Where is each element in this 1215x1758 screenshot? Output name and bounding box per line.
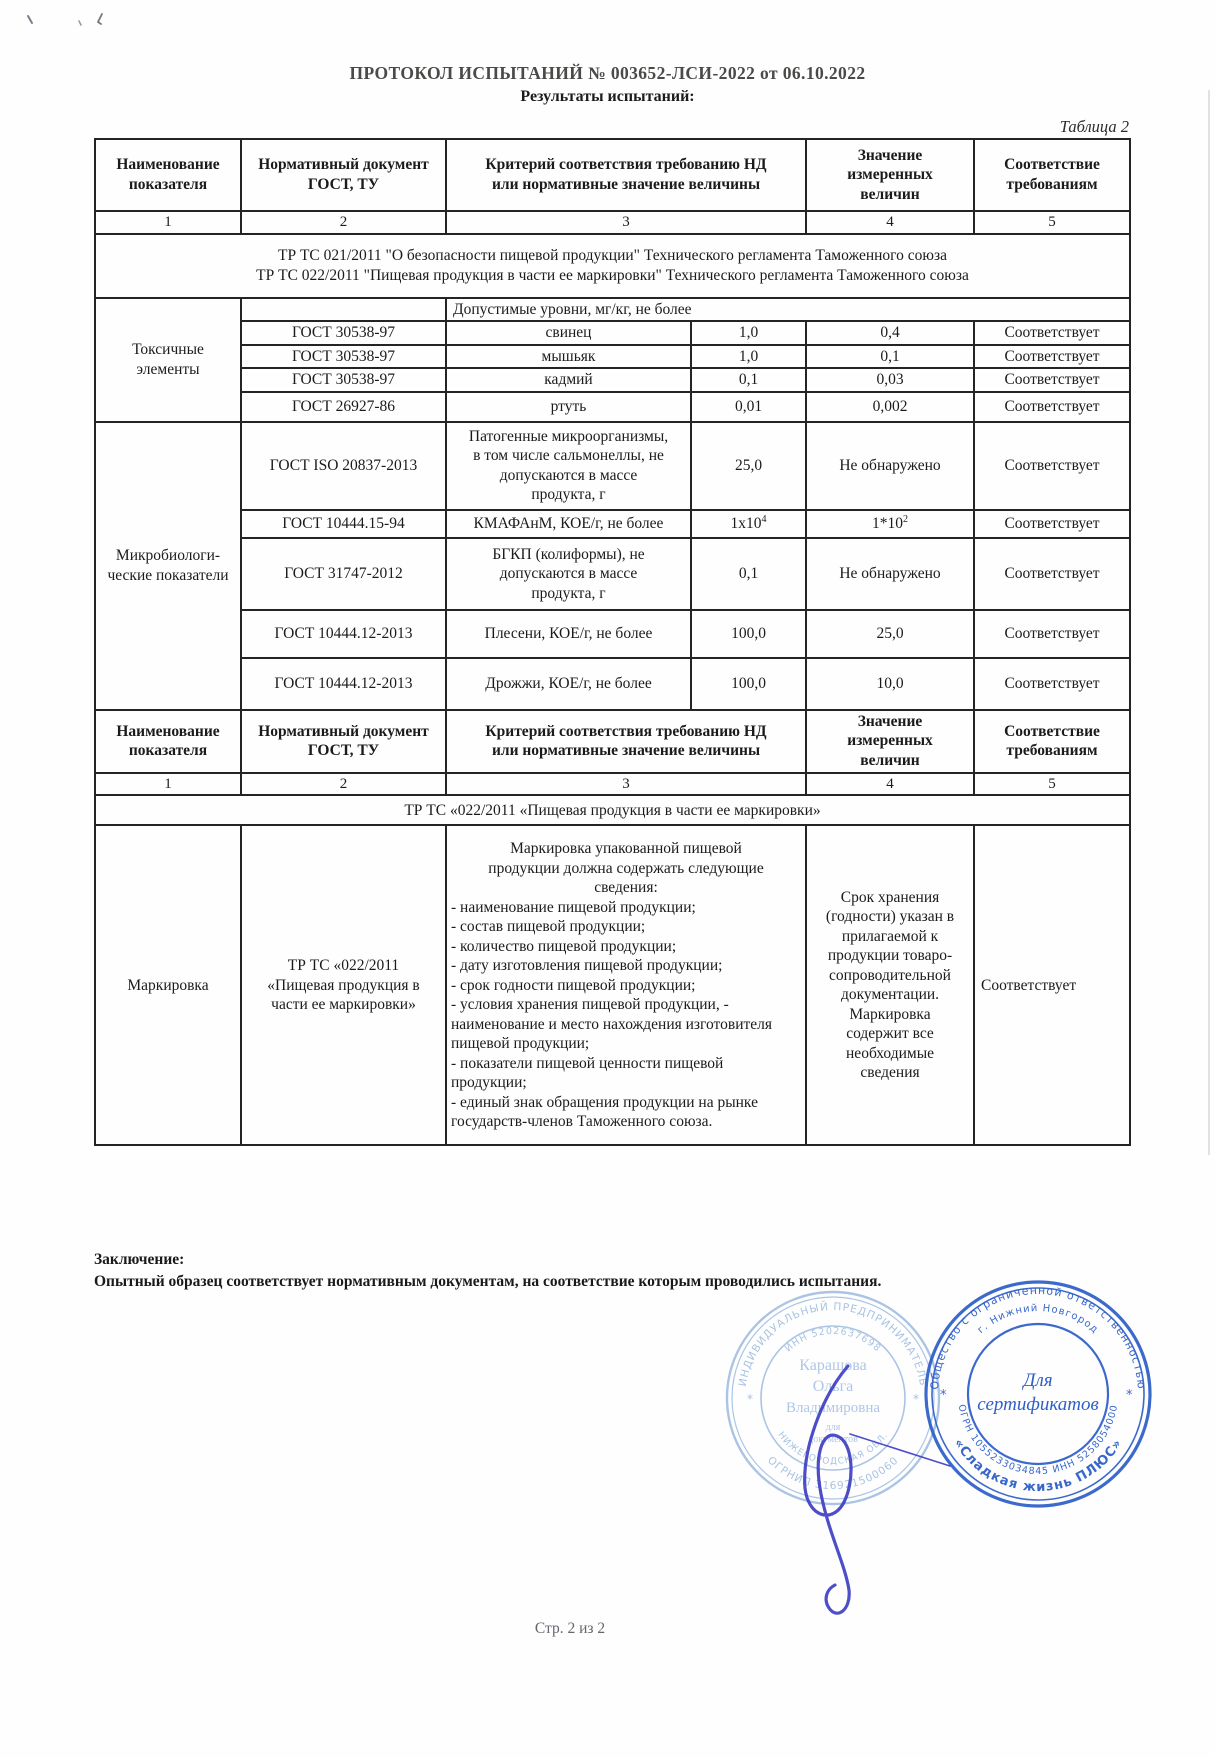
table-cell: 1 bbox=[95, 211, 241, 234]
left-stamp-sub1: для bbox=[825, 1422, 841, 1433]
right-stamp-ring-bottom-inner: ОГРН 1055233034845 ИНН 5258054000 bbox=[955, 1403, 1121, 1478]
table-caption: Таблица 2 bbox=[1059, 117, 1129, 136]
left-stamp-name1: Карашова bbox=[799, 1357, 867, 1374]
table-cell: 3 bbox=[446, 773, 806, 796]
signature bbox=[805, 1366, 950, 1613]
table-cell: мышьяк bbox=[446, 345, 691, 369]
col-header-conformity: Соответствие требованиям bbox=[974, 139, 1130, 211]
table-cell: кадмий bbox=[446, 368, 691, 392]
table-cell: Значение измеренных величин bbox=[806, 710, 974, 773]
table-cell: Патогенные микроорганизмы, в том числе сальмонеллы, не допускаются в массе продукта, г bbox=[446, 422, 691, 510]
table-cell: Соответствует bbox=[974, 510, 1130, 538]
table-cell: свинец bbox=[446, 321, 691, 345]
svg-text:ИНДИВИДУАЛЬНЫЙ ПРЕДПРИНИМАТЕЛ bbox=[737, 1300, 930, 1387]
table-cell: 3 bbox=[446, 211, 806, 234]
table-cell: Соответствует bbox=[974, 321, 1130, 345]
table-cell: Наименование показателя bbox=[95, 710, 241, 773]
table-cell: 1 bbox=[95, 773, 241, 796]
results-table bbox=[94, 138, 1131, 1146]
table-cell: Соответствует bbox=[974, 345, 1130, 369]
table-cell: ТР ТС «022/2011 «Пищевая продукция в части ее маркировки» bbox=[241, 825, 446, 1145]
table-cell: 2 bbox=[241, 773, 446, 796]
table-cell: 5 bbox=[974, 773, 1130, 796]
left-stamp-name3: Владимировна bbox=[785, 1400, 881, 1416]
left-stamp-ring-bottom: ОГРНИП 316921500060 bbox=[764, 1454, 902, 1493]
table-cell: Критерий соответствия требованию НД или нормативные значение величины bbox=[446, 710, 806, 773]
table-cell: Соответствует bbox=[974, 538, 1130, 610]
left-stamp-name2: Ольга bbox=[812, 1378, 854, 1395]
conclusion-block bbox=[94, 1249, 1154, 1294]
table-cell: Срок хранения (годности) указан в прилагаемой к продукции товаро- сопроводительной документации. Маркировка содержит все необходимые сведения bbox=[806, 825, 974, 1145]
svg-text:ИНН 5202637698 bbox=[783, 1326, 883, 1354]
scan-edge-shadow bbox=[1208, 90, 1210, 1155]
right-stamp-ring-bottom: «Сладкая жизнь ПЛЮС» bbox=[950, 1436, 1126, 1496]
allowed-levels-subheader: Допустимые уровни, мг/кг, не более bbox=[446, 298, 1130, 322]
svg-text:г. Нижний Новгород bbox=[976, 1303, 1101, 1336]
table-cell: 0,03 bbox=[806, 368, 974, 392]
table-cell: КМАФАнМ, КОЕ/г, не более bbox=[446, 510, 691, 538]
page-number: Стр. 2 из 2 bbox=[534, 1620, 606, 1637]
group-marking: Маркировка bbox=[95, 825, 241, 1145]
table-cell: Не обнаружено bbox=[806, 538, 974, 610]
table-cell: Соответствует bbox=[974, 368, 1130, 392]
section-scope-marking: ТР ТС «022/2011 «Пищевая продукция в части ее маркировки» bbox=[95, 795, 1130, 825]
table-cell: 25,0 bbox=[691, 422, 806, 510]
svg-text:«Сладкая жизнь ПЛЮС» bbox=[950, 1436, 1125, 1495]
svg-text:Общество с ограниченной ответс bbox=[928, 1284, 1148, 1390]
table-cell: 2 bbox=[241, 211, 446, 234]
table-cell: 10,0 bbox=[806, 658, 974, 710]
table-cell: ГОСТ 10444.12-2013 bbox=[241, 610, 446, 658]
table-cell: 0,01 bbox=[691, 392, 806, 422]
table-cell: 100,0 bbox=[691, 658, 806, 710]
table-cell: 4 bbox=[806, 211, 974, 234]
table-cell: 1,0 bbox=[691, 321, 806, 345]
table-cell: 0,1 bbox=[691, 538, 806, 610]
right-stamp-center2: сертификатов bbox=[977, 1394, 1099, 1415]
table-cell: 0,4 bbox=[806, 321, 974, 345]
right-stamp-center1: Для bbox=[1023, 1370, 1053, 1391]
table-cell: ГОСТ 26927-86 bbox=[241, 392, 446, 422]
scan-specks bbox=[0, 0, 200, 50]
table-cell: БГКП (колиформы), не допускаются в массе продукта, г bbox=[446, 538, 691, 610]
section-scope: ТР ТС 021/2011 "О безопасности пищевой продукции" Технического регламента Таможенного союза ТР ТС 022/2011 "Пищевая продукция в части ее маркировки" Технического регламента Таможенного союза bbox=[95, 234, 1130, 298]
table-cell: ГОСТ 30538-97 bbox=[241, 345, 446, 369]
right-stamp-ring-top-inner: г. Нижний Новгород bbox=[975, 1302, 1101, 1336]
table-cell: 1,0 bbox=[691, 345, 806, 369]
table-cell: ГОСТ 10444.15-94 bbox=[241, 510, 446, 538]
table-cell: Соответствует bbox=[974, 658, 1130, 710]
table-cell: 100,0 bbox=[691, 610, 806, 658]
table-cell: ртуть bbox=[446, 392, 691, 422]
results-heading: Результаты испытаний: bbox=[520, 88, 695, 105]
table-cell: 25,0 bbox=[806, 610, 974, 658]
svg-text:ОГРНИП 316921500060 bbox=[765, 1454, 901, 1492]
table-cell: Нормативный документ ГОСТ, ТУ bbox=[241, 710, 446, 773]
left-stamp-text bbox=[737, 1300, 930, 1492]
table-cell: ГОСТ 31747-2012 bbox=[241, 538, 446, 610]
table-cell: 4 bbox=[806, 773, 974, 796]
table-cell: ГОСТ 10444.12-2013 bbox=[241, 658, 446, 710]
table-cell: 0,1 bbox=[691, 368, 806, 392]
left-stamp-ring-top-inner: ИНН 5202637698 bbox=[782, 1325, 884, 1355]
conclusion-text: Опытный образец соответствует нормативным документам, на соответствие которым проводились испытания. bbox=[94, 1273, 882, 1291]
col-header-indicator: Наименование показателя bbox=[95, 139, 241, 211]
table-cell: $1x10^4$ bbox=[691, 510, 806, 538]
svg-text:НИЖЕГОРОДСКАЯ ОБЛ. bbox=[775, 1430, 890, 1467]
table-cell: 5 bbox=[974, 211, 1130, 234]
table-cell: 0,002 bbox=[806, 392, 974, 422]
table-cell: ГОСТ 30538-97 bbox=[241, 321, 446, 345]
left-stamp-ring-bottom-inner: НИЖЕГОРОДСКАЯ ОБЛ. bbox=[775, 1430, 891, 1468]
table-cell: ГОСТ 30538-97 bbox=[241, 368, 446, 392]
table-cell: Соответствует bbox=[974, 825, 1130, 1145]
table-cell: Плесени, КОЕ/г, не более bbox=[446, 610, 691, 658]
left-stamp-center bbox=[786, 1357, 880, 1445]
table-cell: $1*10^2$ bbox=[806, 510, 974, 538]
col-header-document: Нормативный документ ГОСТ, ТУ bbox=[241, 139, 446, 211]
left-stamp-sub2: документов bbox=[808, 1434, 858, 1445]
table-cell: Соответствует bbox=[974, 392, 1130, 422]
group-toxic-elements: Токсичные элементы bbox=[95, 298, 241, 422]
stamps-signature-overlay bbox=[620, 1258, 1210, 1718]
table-cell: Не обнаружено bbox=[806, 422, 974, 510]
right-stamp-star-left: * bbox=[940, 1388, 948, 1403]
right-stamp-center bbox=[977, 1370, 1098, 1415]
group-microbiology: Микробиологи- ческие показатели bbox=[95, 422, 241, 710]
col-header-measured: Значение измеренных величин bbox=[806, 139, 974, 211]
table-cell: Соответствует bbox=[974, 610, 1130, 658]
conclusion-label: Заключение: bbox=[94, 1251, 185, 1268]
table-cell: 0,1 bbox=[806, 345, 974, 369]
col-header-criterion: Критерий соответствия требованию НД или нормативные значение величины bbox=[446, 139, 806, 211]
right-stamp bbox=[926, 1282, 1150, 1506]
table-cell: Дрожжи, КОЕ/г, не более bbox=[446, 658, 691, 710]
table-cell: Соответствие требованиям bbox=[974, 710, 1130, 773]
left-stamp bbox=[727, 1292, 939, 1504]
svg-text:ОГРН 1055233034845 ИНН 52580 bbox=[956, 1404, 1121, 1477]
table-cell: ГОСТ ISO 20837-2013 bbox=[241, 422, 446, 510]
left-stamp-ring-top: ИНДИВИДУАЛЬНЫЙ ПРЕДПРИНИМАТЕЛЬ bbox=[736, 1300, 930, 1388]
table-cell: Соответствует bbox=[974, 422, 1130, 510]
left-stamp-star-right: * bbox=[913, 1392, 920, 1406]
marking-criterion: Маркировка упакованной пищевой продукции должна содержать следующие сведения: - наименование пищевой продукции; - состав пищевой продукции; - количество пищевой продукции; - дату изготовления пищевой продукции; - срок годности пищевой продукции; - условия хранения пищевой продукции, - наименование и место нахождения изготовителя пищевой продукции; - показатели пищевой ценности пищевой продукции; - единый знак обращения продукции на рынке государств-членов Таможенного союза. bbox=[446, 825, 806, 1145]
right-stamp-text bbox=[928, 1284, 1148, 1495]
right-stamp-star-right: * bbox=[1126, 1388, 1134, 1403]
table-cell bbox=[241, 298, 446, 322]
right-stamp-ring-top: Общество с ограниченной ответственностью bbox=[928, 1283, 1149, 1391]
document-title: ПРОТОКОЛ ИСПЫТАНИЙ № 003652-ЛСИ-2022 от 06.10.2022 bbox=[349, 63, 866, 83]
left-stamp-star-left: * bbox=[747, 1392, 754, 1406]
